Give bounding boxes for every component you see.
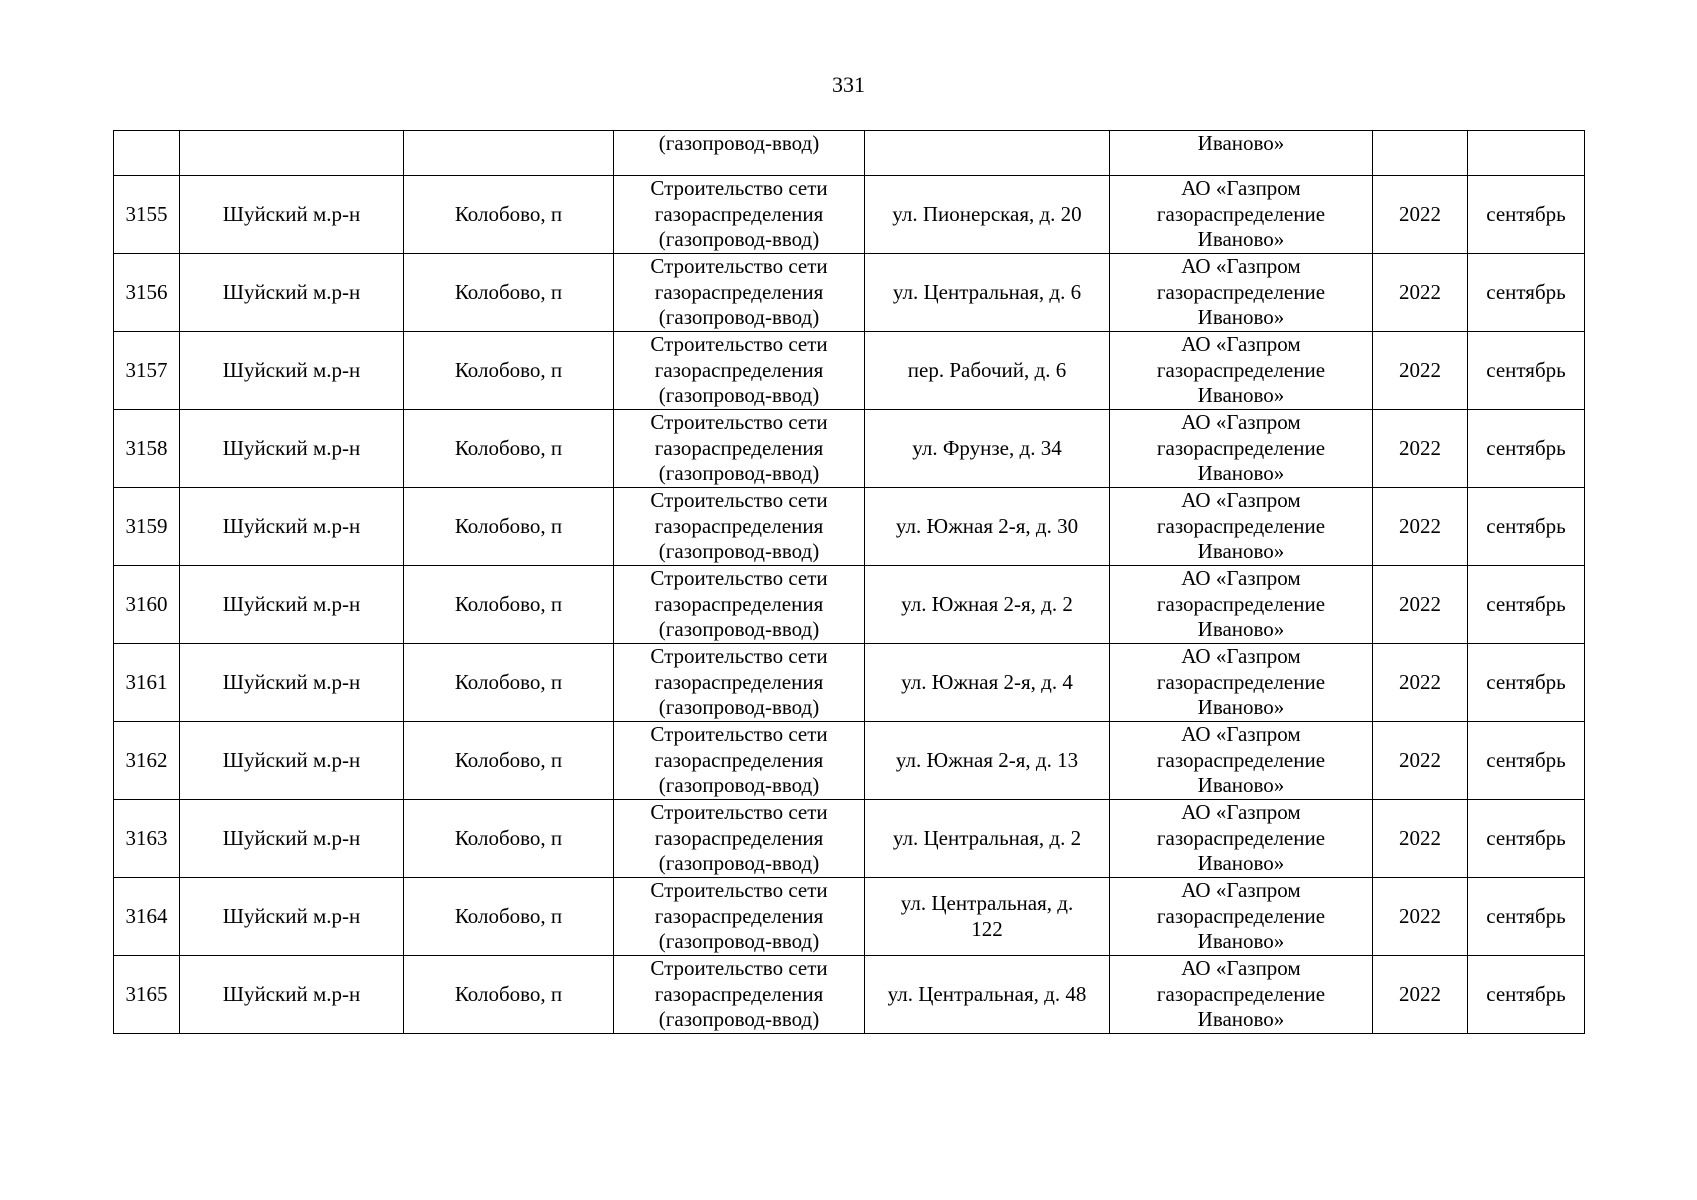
cell-org-line: Иваново» <box>1197 929 1285 954</box>
cell-settlement: Колобово, п <box>404 644 614 722</box>
cell-org-line: газораспределение <box>1156 981 1326 1006</box>
cell-num: 3162 <box>114 722 180 800</box>
cell-org-line: Иваново» <box>1197 695 1285 720</box>
cell-work-line: Строительство сети <box>650 644 828 669</box>
cell-num <box>114 131 180 176</box>
cell-work-line: газораспределения <box>654 669 824 694</box>
cell-org-line: Иваново» <box>1197 773 1285 798</box>
cell-address <box>865 800 1110 878</box>
cell-org-line: Иваново» <box>1197 1007 1285 1032</box>
cell-work-line: Строительство сети <box>650 332 828 357</box>
cell-org-line: газораспределение <box>1156 357 1326 382</box>
cell-work <box>614 956 865 1034</box>
cell-address-line: ул. Центральная, д. <box>900 891 1074 915</box>
table-body <box>114 131 1585 1034</box>
cell-year: 2022 <box>1373 488 1468 566</box>
cell-settlement: Колобово, п <box>404 332 614 410</box>
cell-month: сентябрь <box>1468 566 1585 644</box>
cell-num: 3155 <box>114 176 180 254</box>
cell-num: 3159 <box>114 488 180 566</box>
cell-district: Шуйский м.р-н <box>180 956 404 1034</box>
cell-org-line: Иваново» <box>1197 539 1285 564</box>
cell-year: 2022 <box>1373 644 1468 722</box>
cell-address-line: ул. Центральная, д. 48 <box>887 981 1087 1006</box>
cell-org-line: АО «Газпром <box>1181 176 1301 201</box>
cell-org-line: АО «Газпром <box>1181 644 1301 669</box>
table-row <box>114 878 1585 956</box>
cell-work-line: Строительство сети <box>650 488 828 513</box>
cell-work-line: (газопровод-ввод) <box>658 851 820 876</box>
cell-settlement: Колобово, п <box>404 956 614 1034</box>
cell-district: Шуйский м.р-н <box>180 878 404 956</box>
cell-org-line: АО «Газпром <box>1181 878 1301 903</box>
cell-settlement: Колобово, п <box>404 488 614 566</box>
cell-year: 2022 <box>1373 956 1468 1034</box>
cell-work-line: (газопровод-ввод) <box>658 695 820 720</box>
cell-work-line: (газопровод-ввод) <box>658 461 820 486</box>
cell-settlement: Колобово, п <box>404 566 614 644</box>
cell-address-line: 122 <box>971 916 1003 941</box>
cell-year: 2022 <box>1373 566 1468 644</box>
cell-address-line: ул. Пионерская, д. 20 <box>892 201 1082 226</box>
cell-num: 3157 <box>114 332 180 410</box>
cell-work <box>614 410 865 488</box>
cell-settlement: Колобово, п <box>404 254 614 332</box>
cell-work-line: газораспределения <box>654 747 824 772</box>
cell-settlement: Колобово, п <box>404 800 614 878</box>
cell-settlement: Колобово, п <box>404 722 614 800</box>
cell-district: Шуйский м.р-н <box>180 254 404 332</box>
cell-org-line: АО «Газпром <box>1181 800 1301 825</box>
data-table <box>113 130 1585 1034</box>
cell-num: 3156 <box>114 254 180 332</box>
cell-settlement: Колобово, п <box>404 410 614 488</box>
cell-district: Шуйский м.р-н <box>180 566 404 644</box>
cell-address <box>865 644 1110 722</box>
cell-work-line: Строительство сети <box>650 410 828 435</box>
cell-org <box>1110 176 1373 254</box>
cell-org-line: газораспределение <box>1156 903 1326 928</box>
table-row <box>114 176 1585 254</box>
cell-district: Шуйский м.р-н <box>180 488 404 566</box>
cell-org-line: газораспределение <box>1156 435 1326 460</box>
cell-district <box>180 131 404 176</box>
cell-work-line: газораспределения <box>654 981 824 1006</box>
cell-work <box>614 722 865 800</box>
cell-month: сентябрь <box>1468 332 1585 410</box>
cell-num: 3165 <box>114 956 180 1034</box>
cell-address-line: ул. Центральная, д. 6 <box>892 279 1082 304</box>
cell-address <box>865 410 1110 488</box>
cell-month: сентябрь <box>1468 410 1585 488</box>
cell-work-line: (газопровод-ввод) <box>658 617 820 642</box>
cell-org <box>1110 410 1373 488</box>
cell-org-line: АО «Газпром <box>1181 488 1301 513</box>
cell-org-line: Иваново» <box>1197 305 1285 330</box>
cell-address-line: пер. Рабочий, д. 6 <box>907 357 1067 382</box>
cell-work-line: газораспределения <box>654 513 824 538</box>
cell-work-line: газораспределения <box>654 903 824 928</box>
cell-work-line: газораспределения <box>654 357 824 382</box>
cell-work-line: газораспределения <box>654 279 824 304</box>
cell-org-line: газораспределение <box>1156 591 1326 616</box>
cell-district: Шуйский м.р-н <box>180 722 404 800</box>
cell-work-line: Строительство сети <box>650 254 828 279</box>
cell-work <box>614 644 865 722</box>
cell-address <box>865 956 1110 1034</box>
cell-num: 3161 <box>114 644 180 722</box>
table-row <box>114 254 1585 332</box>
cell-address <box>865 566 1110 644</box>
table-row-continued <box>114 131 1585 176</box>
cell-org-line: газораспределение <box>1156 279 1326 304</box>
cell-year: 2022 <box>1373 176 1468 254</box>
cell-work <box>614 332 865 410</box>
table-row <box>114 410 1585 488</box>
cell-work-line: газораспределения <box>654 825 824 850</box>
cell-work <box>614 878 865 956</box>
cell-org-line: АО «Газпром <box>1181 254 1301 279</box>
cell-month: сентябрь <box>1468 722 1585 800</box>
cell-num: 3164 <box>114 878 180 956</box>
cell-work-line: газораспределения <box>654 591 824 616</box>
cell-org <box>1110 878 1373 956</box>
cell-settlement: Колобово, п <box>404 176 614 254</box>
cell-org-line: АО «Газпром <box>1181 410 1301 435</box>
cell-work-line: газораспределения <box>654 201 824 226</box>
cell-address-line: ул. Южная 2-я, д. 4 <box>901 669 1073 694</box>
cell-org <box>1110 722 1373 800</box>
cell-address-line: ул. Южная 2-я, д. 2 <box>901 591 1073 616</box>
cell-month: сентябрь <box>1468 176 1585 254</box>
cell-month: сентябрь <box>1468 800 1585 878</box>
cell-work <box>614 254 865 332</box>
cell-org <box>1110 800 1373 878</box>
cell-month <box>1468 131 1585 176</box>
cell-org-line: Иваново» <box>1197 617 1285 642</box>
cell-num: 3158 <box>114 410 180 488</box>
cell-work-line: (газопровод-ввод) <box>658 1007 820 1032</box>
page-number: 331 <box>832 72 865 97</box>
table-row <box>114 332 1585 410</box>
cell-org-line: газораспределение <box>1156 669 1326 694</box>
cell-work-line: Строительство сети <box>650 878 828 903</box>
cell-year: 2022 <box>1373 410 1468 488</box>
cell-address <box>865 176 1110 254</box>
cell-address-line: ул. Южная 2-я, д. 30 <box>895 513 1079 538</box>
cell-org-line: газораспределение <box>1156 747 1326 772</box>
cell-org-line: газораспределение <box>1156 825 1326 850</box>
cell-work-line: Строительство сети <box>650 176 828 201</box>
cell-num: 3160 <box>114 566 180 644</box>
cell-org-line: Иваново» <box>1197 461 1285 486</box>
cell-address <box>865 131 1110 176</box>
cell-district: Шуйский м.р-н <box>180 410 404 488</box>
cell-work-line: (газопровод-ввод) <box>658 539 820 564</box>
table-row <box>114 722 1585 800</box>
cell-year: 2022 <box>1373 800 1468 878</box>
cell-work <box>614 488 865 566</box>
cell-address <box>865 332 1110 410</box>
cell-year: 2022 <box>1373 878 1468 956</box>
cell-month: сентябрь <box>1468 644 1585 722</box>
cell-month: сентябрь <box>1468 878 1585 956</box>
cell-work-line: (газопровод-ввод) <box>658 773 820 798</box>
cell-work <box>614 566 865 644</box>
cell-num: 3163 <box>114 800 180 878</box>
cell-org <box>1110 566 1373 644</box>
cell-org-line: Иваново» <box>1197 383 1285 408</box>
cell-org-line: газораспределение <box>1156 513 1326 538</box>
cell-address-line: ул. Центральная, д. 2 <box>892 825 1082 850</box>
table-row <box>114 566 1585 644</box>
cell-district: Шуйский м.р-н <box>180 800 404 878</box>
cell-address <box>865 722 1110 800</box>
cell-year: 2022 <box>1373 254 1468 332</box>
cell-address-line: ул. Фрунзе, д. 34 <box>912 435 1062 460</box>
cell-work-line: (газопровод-ввод) <box>658 383 820 408</box>
table-row <box>114 644 1585 722</box>
cell-settlement <box>404 131 614 176</box>
cell-work <box>614 800 865 878</box>
cell-work: (газопровод-ввод) <box>614 131 865 176</box>
cell-org-line: АО «Газпром <box>1181 332 1301 357</box>
cell-month: сентябрь <box>1468 254 1585 332</box>
cell-year: 2022 <box>1373 722 1468 800</box>
cell-address <box>865 488 1110 566</box>
cell-org: Иваново» <box>1110 131 1373 176</box>
cell-year: 2022 <box>1373 332 1468 410</box>
cell-district: Шуйский м.р-н <box>180 176 404 254</box>
cell-district: Шуйский м.р-н <box>180 644 404 722</box>
cell-org-line: Иваново» <box>1197 227 1285 252</box>
cell-month: сентябрь <box>1468 956 1585 1034</box>
cell-month: сентябрь <box>1468 488 1585 566</box>
cell-org-line: АО «Газпром <box>1181 956 1301 981</box>
table-row <box>114 800 1585 878</box>
cell-org <box>1110 644 1373 722</box>
cell-work-line: газораспределения <box>654 435 824 460</box>
table-row <box>114 956 1585 1034</box>
cell-district: Шуйский м.р-н <box>180 332 404 410</box>
cell-work-line: (газопровод-ввод) <box>658 305 820 330</box>
cell-org <box>1110 254 1373 332</box>
cell-work-line: Строительство сети <box>650 722 828 747</box>
cell-org <box>1110 956 1373 1034</box>
cell-org-line: газораспределение <box>1156 201 1326 226</box>
cell-work-line: (газопровод-ввод) <box>658 227 820 252</box>
cell-settlement: Колобово, п <box>404 878 614 956</box>
cell-org <box>1110 332 1373 410</box>
cell-org-line: АО «Газпром <box>1181 566 1301 591</box>
cell-work <box>614 176 865 254</box>
cell-org <box>1110 488 1373 566</box>
cell-work-line: Строительство сети <box>650 956 828 981</box>
cell-address <box>865 254 1110 332</box>
cell-org-line: АО «Газпром <box>1181 722 1301 747</box>
cell-work-line: (газопровод-ввод) <box>658 929 820 954</box>
cell-org-line: Иваново» <box>1197 851 1285 876</box>
cell-work-line: Строительство сети <box>650 566 828 591</box>
cell-address <box>865 878 1110 956</box>
cell-address-line: ул. Южная 2-я, д. 13 <box>895 747 1079 772</box>
table-row <box>114 488 1585 566</box>
cell-year <box>1373 131 1468 176</box>
cell-work-line: Строительство сети <box>650 800 828 825</box>
